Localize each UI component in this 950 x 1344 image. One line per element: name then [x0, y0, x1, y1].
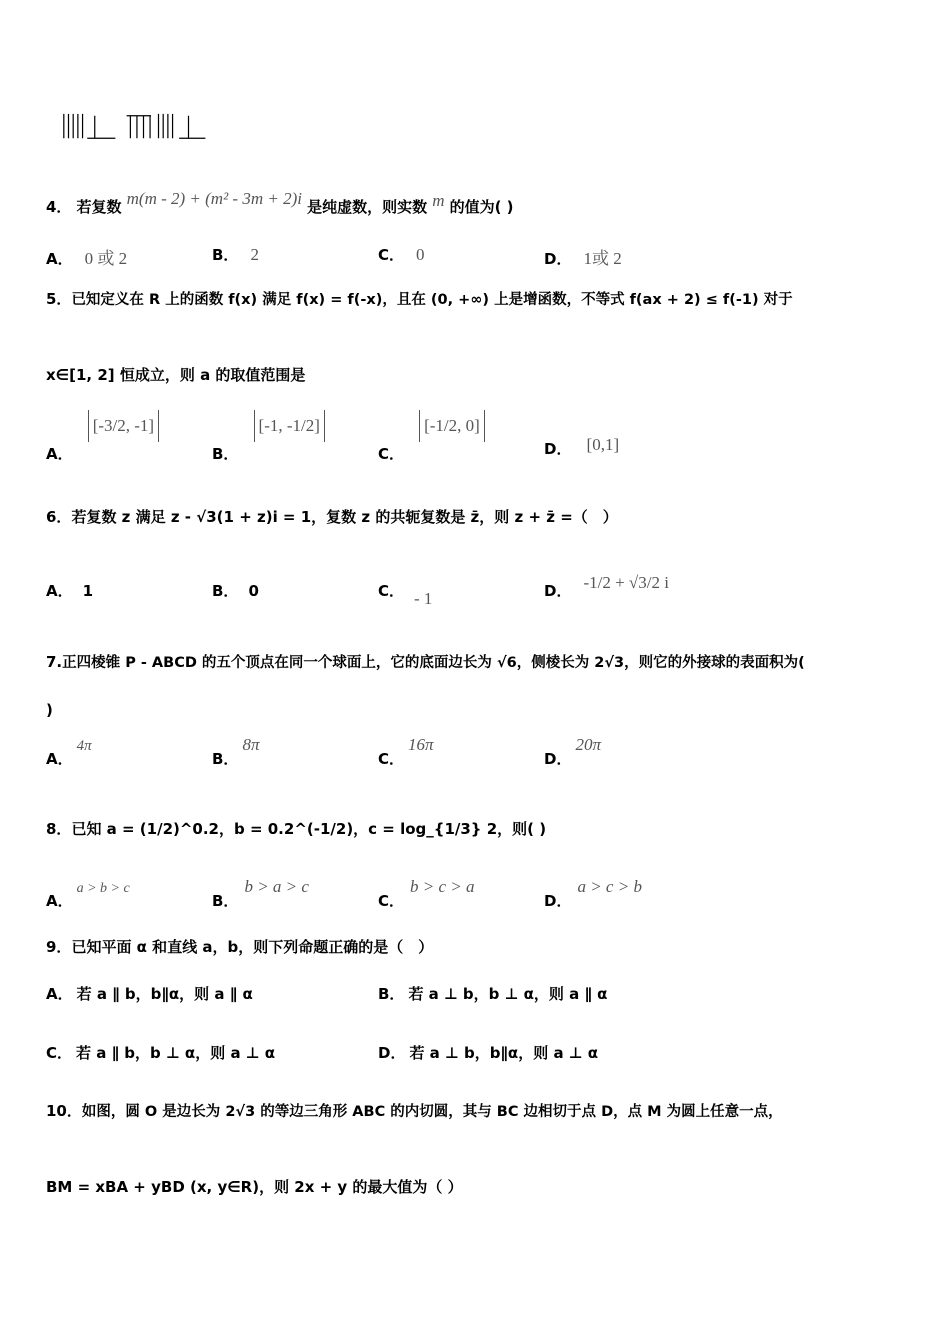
math-variable: m [432, 191, 445, 210]
option-value: 0 [248, 582, 259, 600]
option-value: 8π [242, 735, 260, 754]
option-letter: D． [544, 250, 572, 268]
q7-option-d[interactable] [544, 734, 601, 768]
question-number: 8． [46, 820, 72, 838]
q4-option-c[interactable] [378, 244, 425, 265]
question-10 [46, 1100, 783, 1121]
option-letter: B． [212, 892, 239, 910]
option-value: [-3/2, -1] [88, 410, 159, 442]
q4-option-a[interactable] [46, 244, 127, 269]
option-letter: C． [46, 1044, 73, 1062]
option-value: [-1, -1/2] [254, 410, 325, 442]
option-value: 若 a ∥ b，b ⊥ α，则 a ⊥ α [76, 1044, 276, 1062]
option-value: 1或 2 [583, 249, 622, 268]
option-letter: B． [378, 985, 405, 1003]
q7-option-c[interactable] [378, 734, 434, 768]
option-value: 0 或 2 [84, 249, 128, 268]
q8-option-a[interactable] [46, 876, 130, 910]
q6-option-d[interactable] [544, 573, 669, 601]
option-letter: A． [46, 985, 73, 1003]
option-letter: A． [46, 445, 73, 463]
option-value: b > a > c [244, 877, 309, 896]
q5-option-a[interactable] [46, 410, 159, 463]
q9-option-c[interactable] [46, 1042, 275, 1063]
question-text-post: 的值为( ) [449, 198, 514, 216]
question-5-line2 [46, 364, 305, 385]
question-5 [46, 288, 896, 309]
q5-option-b[interactable] [212, 410, 325, 463]
option-value: -1/2 + √3/2 i [583, 573, 669, 592]
option-letter: A． [46, 250, 73, 268]
question-text-mid: 是纯虚数，则实数 [307, 198, 428, 216]
q8-option-c[interactable] [378, 876, 475, 910]
question-4 [46, 189, 514, 217]
question-number: 6． [46, 508, 72, 526]
option-value: 0 [416, 245, 425, 264]
option-value: 1 [82, 582, 94, 600]
q6-option-b[interactable] [212, 580, 259, 601]
option-letter: D． [544, 750, 572, 768]
q5-option-d[interactable] [544, 410, 620, 458]
q8-option-b[interactable] [212, 876, 309, 910]
option-value: 若 a ⊥ b，b ⊥ α，则 a ∥ α [408, 985, 608, 1003]
question-text-pre: 若复数 [76, 198, 122, 216]
option-letter: D． [544, 582, 572, 600]
question-text-line2: x∈[1, 2] 恒成立，则 a 的取值范围是 [46, 366, 306, 384]
question-number: 5． [46, 290, 72, 308]
option-letter: B． [212, 582, 239, 600]
question-6 [46, 506, 618, 527]
question-8 [46, 818, 546, 839]
option-letter: C． [378, 750, 405, 768]
question-text-line1: 如图，圆 O 是边长为 2√3 的等边三角形 ABC 的内切圆，其与 BC 边相切于点 D，点 M 为圆上任意一点， [81, 1104, 783, 1120]
option-letter: B． [212, 246, 239, 264]
option-letter: A． [46, 582, 73, 600]
q4-option-b[interactable] [212, 244, 259, 265]
q7-option-b[interactable] [212, 734, 260, 768]
option-letter: D． [544, 440, 572, 458]
option-value: 16π [408, 735, 434, 754]
math-expression: m(m - 2) + (m² - 3m + 2)i [126, 189, 302, 208]
q6-option-a[interactable] [46, 580, 93, 601]
question-number: 7. [46, 653, 63, 671]
question-7-line2 [46, 700, 53, 719]
q7-option-a[interactable] [46, 734, 92, 768]
question-text-line2: ) [46, 701, 53, 719]
option-letter: A． [46, 750, 73, 768]
question-text-line1: 已知定义在 R 上的函数 f(x) 满足 f(x) = f(-x)，且在 (0, +∞) 上是增函数，不等式 f(ax + 2) ≤ f(-1) 对于 [71, 292, 793, 308]
q8-option-d[interactable] [544, 876, 642, 910]
question-text: 已知 a = (1/2)^0.2，b = 0.2^(-1/2)，c = log_{1/3} 2，则( ) [71, 820, 547, 838]
option-value: a > c > b [577, 877, 642, 896]
header-barcode-decoration [56, 112, 216, 142]
option-letter: A． [46, 892, 73, 910]
question-7 [46, 651, 805, 672]
q9-option-b[interactable] [378, 983, 607, 1004]
q9-option-a[interactable] [46, 983, 253, 1004]
option-letter: D． [378, 1044, 406, 1062]
q5-option-c[interactable] [378, 410, 485, 463]
option-value: [-1/2, 0] [419, 410, 485, 442]
option-letter: C． [378, 246, 405, 264]
question-text-line2: BM = xBA + yBD (x, y∈R)，则 2x + y 的最大值为（ ） [46, 1178, 463, 1196]
option-value: 2 [250, 245, 259, 264]
option-letter: D． [544, 892, 572, 910]
q4-option-d[interactable] [544, 244, 622, 269]
option-value: 若 a ∥ b，b∥α，则 a ∥ α [76, 985, 253, 1003]
option-letter: C． [378, 892, 405, 910]
question-number: 10． [46, 1102, 82, 1120]
question-9 [46, 936, 433, 957]
option-value: 4π [76, 738, 92, 754]
option-letter: C． [378, 582, 405, 600]
option-value: [0,1] [586, 435, 620, 454]
q9-option-d[interactable] [378, 1042, 598, 1063]
option-value: 20π [575, 735, 601, 754]
question-10-line2 [46, 1176, 463, 1197]
question-number: 9． [46, 938, 72, 956]
option-value: 若 a ⊥ b，b∥α，则 a ⊥ α [409, 1044, 599, 1062]
question-number: 4． [46, 198, 72, 216]
question-text: 已知平面 α 和直线 a，b，则下列命题正确的是（ ） [71, 938, 434, 956]
option-value: - 1 [414, 589, 433, 608]
option-letter: B． [212, 750, 239, 768]
q6-option-c[interactable] [378, 580, 433, 608]
option-letter: C． [378, 445, 405, 463]
option-value: a > b > c [76, 881, 130, 896]
option-value: b > c > a [410, 877, 475, 896]
option-letter: B． [212, 445, 239, 463]
question-text: 若复数 z 满足 z - √3(1 + z)i = 1，复数 z 的共轭复数是 z̄，则 z + z̄ =（ ） [71, 508, 618, 526]
question-text-line1: 正四棱锥 P - ABCD 的五个顶点在同一个球面上，它的底面边长为 √6，侧棱长为 2√3，则它的外接球的表面积为( [62, 655, 805, 671]
